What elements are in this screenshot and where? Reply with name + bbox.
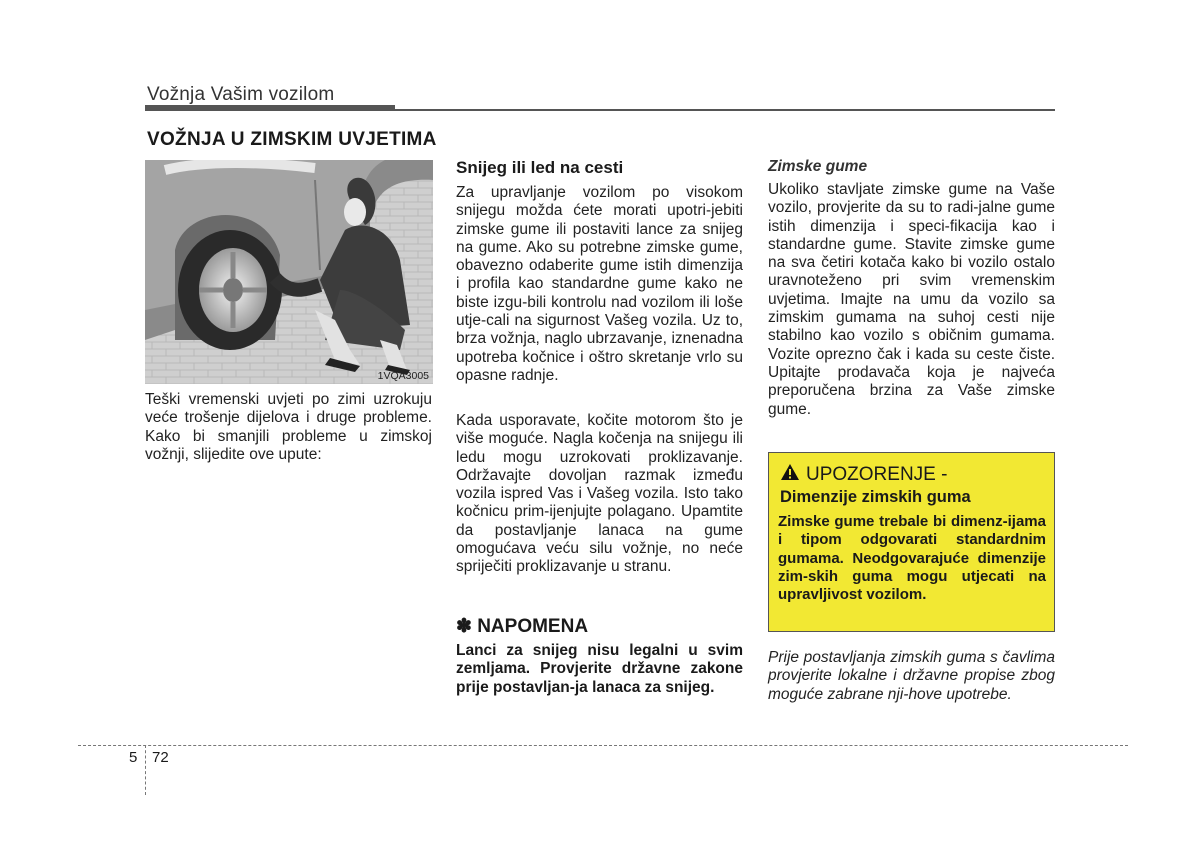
note-heading: ✽ NAPOMENA [456, 616, 589, 637]
intro-paragraph: Teški vremenski uvjeti po zimi uzrokuju veće trošenje dijelova i druge probleme. Kako bi smanjili probleme u zimskoj vožnji, slijedite ove upute: [145, 391, 432, 463]
page-number: 72 [152, 749, 169, 766]
snow-ice-heading: Snijeg ili led na cesti [456, 158, 624, 177]
chapter-number: 5 [129, 749, 138, 766]
figure-code: 1VQA3005 [377, 370, 429, 382]
snow-ice-paragraph-2: Kada usporavate, kočite motorom što je više moguće. Nagla kočenja na snijegu ili ledu mogu uzrokovati proklizavanje. Održavajte dovoljan razmak između vozila ispred Vas i Vašeg vozila. Isto tako kočnicu prim-ijenjujte polagano. Upamtite da postavljanje lanaca na gume omogućava veću silu vožnje, no neće spriječiti proklizavanje u stranu. [456, 412, 743, 576]
header-rule-thick [145, 105, 395, 111]
warning-box [768, 452, 1055, 632]
illustration-woman-checking-tire [145, 160, 433, 384]
tire-illustration [145, 160, 433, 384]
note-body: Lanci za snijeg nisu legalni u svim zemljama. Provjerite državne zakone prije postavljan-ja lanaca za snijeg. [456, 642, 743, 696]
winter-tires-subheading: Zimske gume [768, 158, 868, 175]
winter-tires-paragraph: Ukoliko stavljate zimske gume na Vaše vozilo, provjerite da su to radi-jalne gume istih dimenzija i speci-fikacija kao i standardne gume. Stavite zimske gume na sva četiri kotača kako bi vozilo ostalo uravnoteženo pri svim vremenskim uvjetima. Imajte na umu da vozilo sa zimskim gumama na suhoj cesti nije stabilno kao vozilo s običnim gumama. Vozite oprezno čak i kada su ceste čiste. Upitajte prodavača koja je najveća preporučena brzina za Vaše zimske gume. [768, 181, 1055, 418]
footer-divider [78, 745, 1128, 746]
warning-title [780, 463, 947, 487]
snow-ice-paragraph-1: Za upravljanje vozilom po visokom snijegu možda ćete morati upotri-jebiti zimske gume ili postaviti lance za snijeg na gume. Ako su potrebne zimske gume, obavezno odaberite gume istih dimenzija i profila kao standardne gume kako ne biste izgu-bili kontrolu nad vozilom ili loše utje-cali na sigurnost Vašeg vozila. Uz to, brza vožnja, naglo ubrzavanje, iznenadna upotreba kočnice i oštro skretanje vrlo su opasne radnje. [456, 184, 743, 384]
footer-vertical-divider [145, 745, 146, 795]
warning-subtitle: Dimenzije zimskih guma [780, 488, 971, 506]
header-rule-thin [395, 109, 1055, 111]
warning-body: Zimske gume trebale bi dimenz-ijama i tipom odgovarati standardnim gumama. Neodgovarajuće dimenzije zim-skih guma mogu utjecati na upravljivost vozilom. [778, 513, 1046, 604]
warning-triangle-icon [780, 463, 800, 487]
warning-title-text: UPOZORENJE - [806, 464, 948, 485]
running-header: Vožnja Vašim vozilom [147, 84, 335, 105]
studded-tires-note: Prije postavljanja zimskih guma s čavlima provjerite lokalne i državne propise zbog moguće zabrane nji-hove upotrebe. [768, 649, 1055, 703]
section-title: VOŽNJA U ZIMSKIM UVJETIMA [147, 129, 437, 150]
